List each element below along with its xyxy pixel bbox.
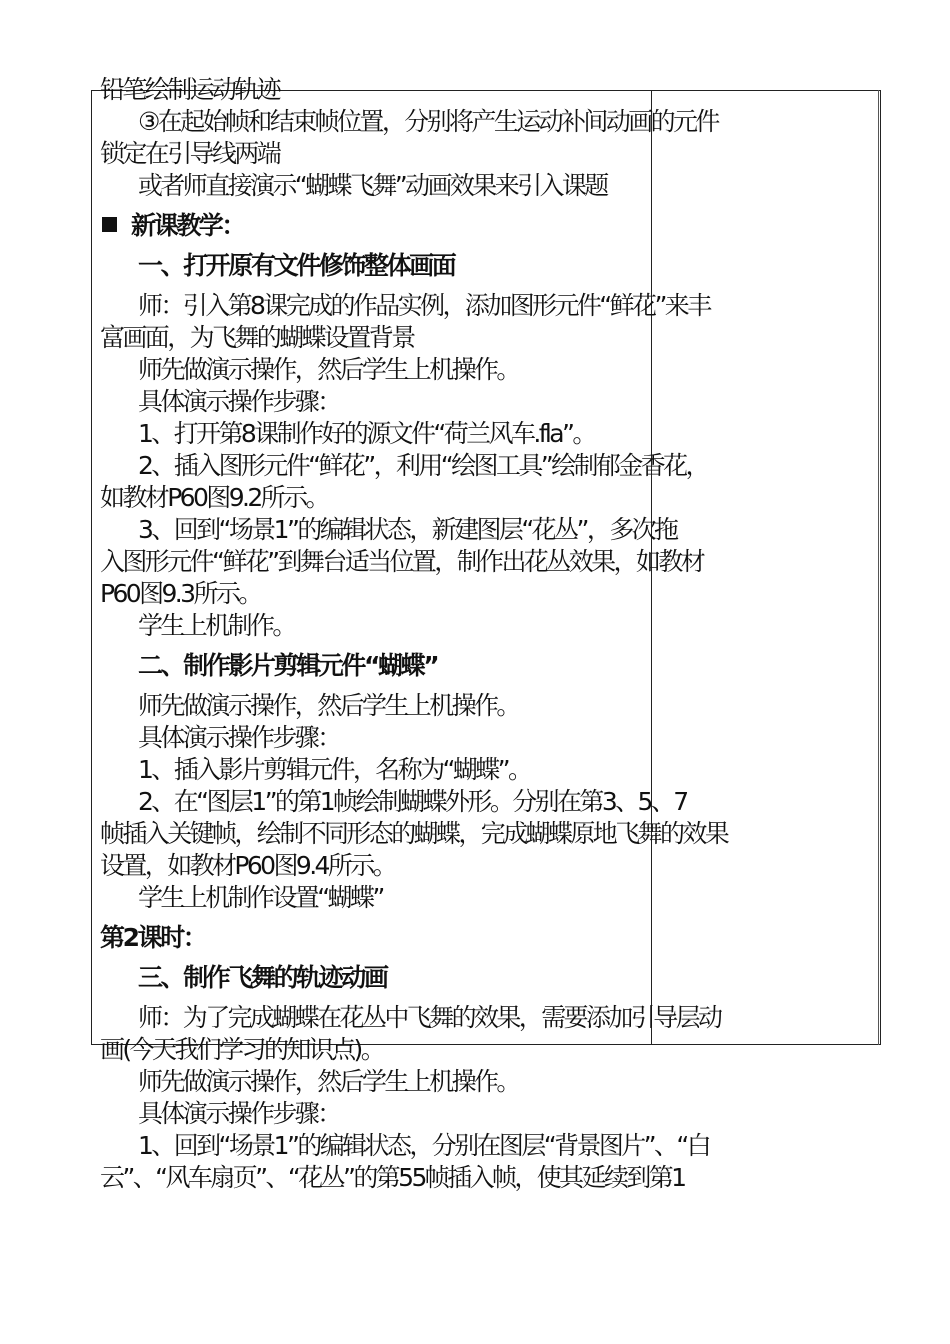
subsection-heading: 一、打开原有文件修饰整体画面 [138, 251, 455, 280]
text-line: 设置，如教材P60图9.4所示。 [100, 851, 396, 880]
text-line: P60图9.3所示。 [100, 579, 261, 608]
text-line: 如教材P60图9.2所示。 [100, 483, 328, 512]
text-line: 帧插入关键帧，绘制不同形态的蝴蝶，完成蝴蝶原地飞舞的效果 [100, 819, 728, 848]
text-line: 1、回到“场景1”的编辑状态，分别在图层“背景图片”、“白 [138, 1131, 710, 1160]
subsection-heading: 三、制作飞舞的轨迹动画 [138, 963, 387, 992]
text-line: 入图形元件“鲜花”到舞台适当位置，制作出花丛效果，如教材 [100, 547, 704, 576]
text-line: 具体演示操作步骤： [138, 1099, 340, 1128]
section-heading [100, 210, 652, 242]
text-line: 画(今天我们学习的知识点)。 [100, 1035, 384, 1064]
square-bullet-icon [102, 217, 117, 232]
text-line: 师先做演示操作，然后学生上机操作。 [138, 1067, 519, 1096]
text-line: 锁定在引导线两端 [100, 139, 280, 168]
text-line: 或者师直接演示“蝴蝶飞舞”动画效果来引入课题 [138, 171, 607, 200]
text-line: 具体演示操作步骤： [138, 723, 340, 752]
text-line: 师先做演示操作，然后学生上机操作。 [138, 691, 519, 720]
text-line: 师：引入第8课完成的作品实例，添加图形元件“鲜花”来丰 [138, 291, 710, 320]
text-line: 云”、“风车扇页”、“花丛”的第55帧插入帧，使其延续到第1 [100, 1163, 685, 1192]
text-line: 1、插入影片剪辑元件，名称为“蝴蝶”。 [138, 755, 531, 784]
text-line: 铅笔绘制运动轨迹 [100, 75, 280, 104]
subsection-heading: 二、制作影片剪辑元件“蝴蝶” [138, 651, 438, 680]
text-line: 1、打开第8课制作好的源文件“荷兰风车.fla”。 [138, 419, 595, 448]
table-right-edge [878, 90, 879, 1045]
text-line: ③在起始帧和结束帧位置，分别将产生运动补间动画的元件 [138, 107, 718, 136]
text-line: 3、回到“场景1”的编辑状态，新建图层“花丛”，多次拖 [138, 515, 677, 544]
section-heading: 第2课时： [100, 923, 206, 952]
text-line: 具体演示操作步骤： [138, 387, 340, 416]
text-line: 师先做演示操作，然后学生上机操作。 [138, 355, 519, 384]
text-line: 2、在“图层1”的第1帧绘制蝴蝶外形。分别在第3、5、7 [138, 787, 687, 816]
lesson-content-cell [100, 74, 728, 1194]
section-heading-text: 新课教学： [131, 211, 245, 240]
text-line: 富画面，为飞舞的蝴蝶设置背景 [100, 323, 414, 352]
text-line: 师：为了完成蝴蝶在花丛中飞舞的效果，需要添加引导层动 [138, 1003, 721, 1032]
text-line: 学生上机制作设置“蝴蝶” [138, 883, 383, 912]
text-line: 学生上机制作。 [138, 611, 295, 640]
text-line: 2、插入图形元件“鲜花”，利用“绘图工具”绘制郁金香花， [138, 451, 708, 480]
